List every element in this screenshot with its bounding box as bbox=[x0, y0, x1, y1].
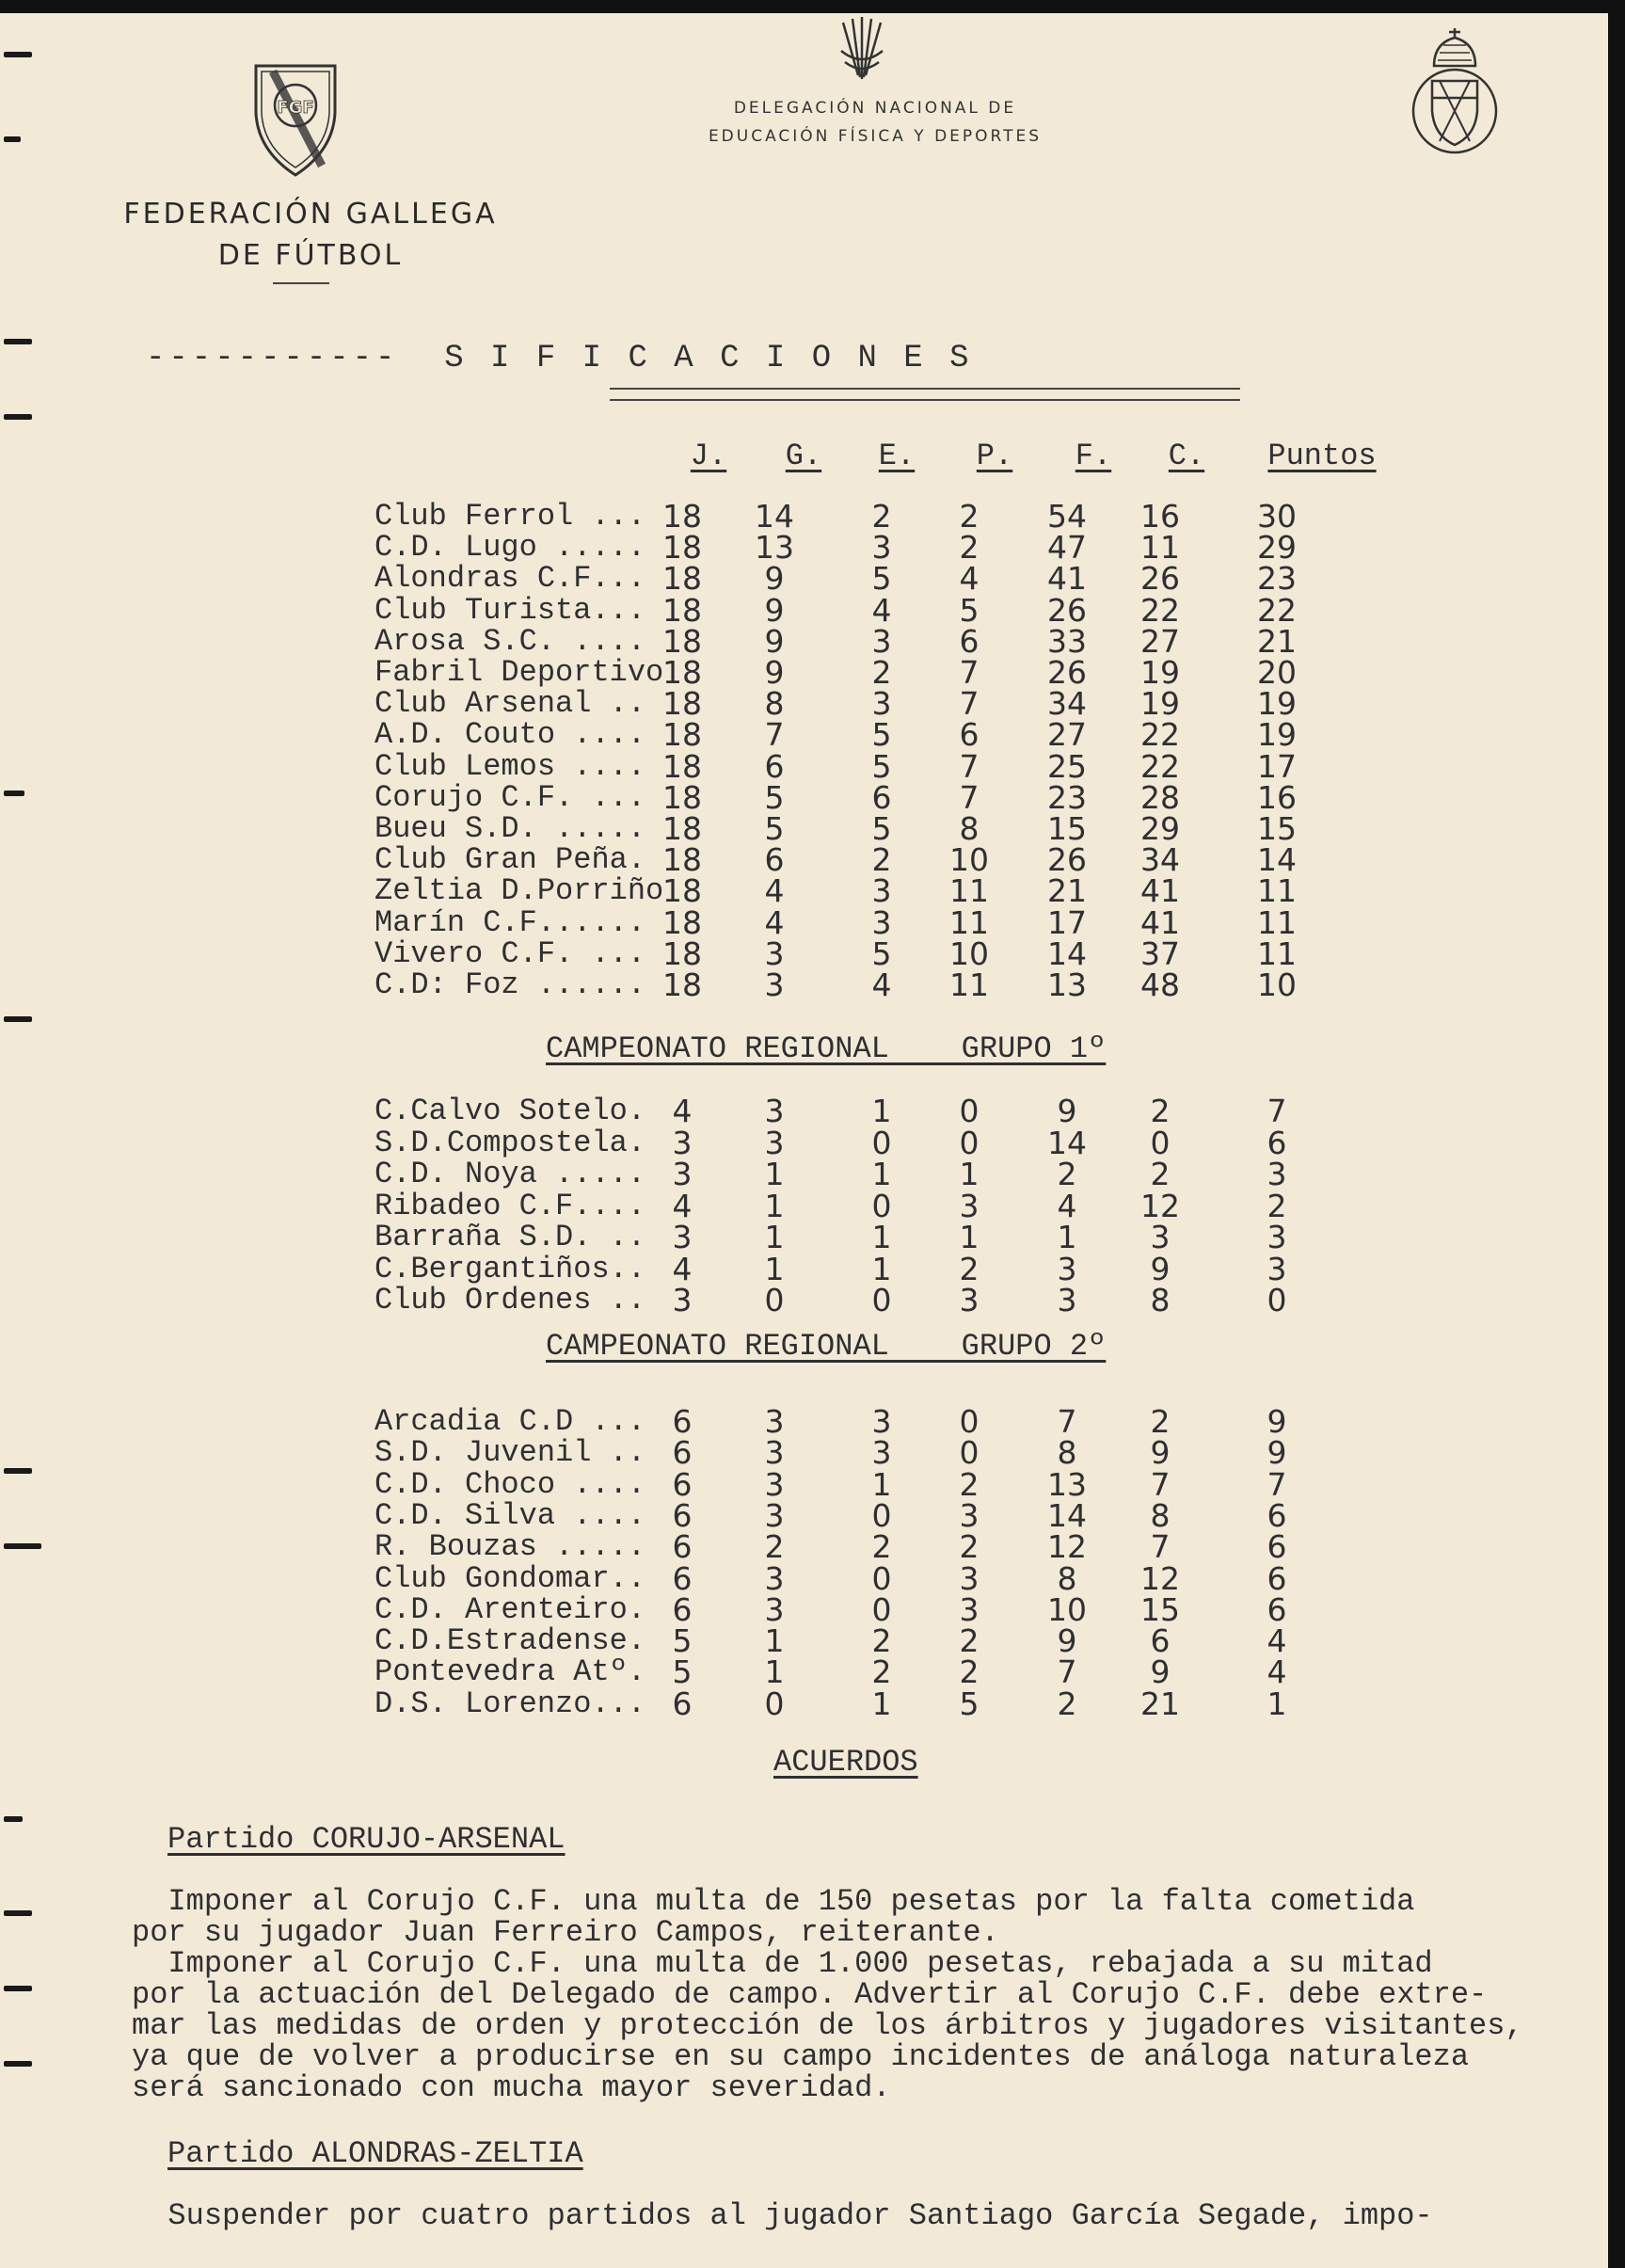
table-cell: 3 bbox=[764, 1093, 785, 1129]
team-name: Club Lemos .... bbox=[374, 748, 646, 784]
title-double-underline bbox=[610, 388, 1240, 401]
table-cell: 15 bbox=[1140, 1590, 1180, 1628]
team-name: Club Ferrol ... bbox=[374, 499, 646, 534]
table-cell: 34 bbox=[1047, 685, 1087, 723]
table-cell: 5 bbox=[672, 1622, 693, 1660]
table-cell: 7 bbox=[959, 654, 980, 691]
table-cell: 3 bbox=[871, 685, 892, 723]
table-cell: 0 bbox=[959, 1434, 980, 1472]
table-cell: 4 bbox=[871, 966, 892, 1003]
table-cell: 11 bbox=[949, 872, 989, 910]
team-name: C.D: Foz ...... bbox=[374, 967, 646, 1002]
table-cell: 18 bbox=[662, 903, 702, 941]
page-title: ----------- S I F I C A C I O N E S bbox=[146, 341, 973, 376]
table-cell: 6 bbox=[672, 1528, 693, 1566]
table-cell: 20 bbox=[1257, 654, 1297, 691]
team-name: S.D.Compostela. bbox=[374, 1125, 646, 1160]
table-cell: 19 bbox=[1140, 685, 1180, 723]
team-name: Pontevedra Atº. bbox=[374, 1654, 646, 1690]
table-cell: 5 bbox=[871, 560, 892, 598]
table-cell: 4 bbox=[764, 872, 785, 910]
table-cell: 17 bbox=[1047, 903, 1087, 941]
table-cell: 8 bbox=[1150, 1496, 1171, 1534]
federation-name bbox=[113, 194, 508, 277]
table-cell: 1 bbox=[764, 1156, 785, 1192]
table-cell: 1 bbox=[871, 1093, 892, 1129]
team-name: Club Ordenes .. bbox=[374, 1283, 646, 1318]
table-cell: 9 bbox=[1150, 1653, 1171, 1691]
table-cell: 4 bbox=[764, 903, 785, 941]
table-cell: 3 bbox=[764, 1465, 785, 1503]
table-cell: 7 bbox=[1150, 1465, 1171, 1503]
table-cell: 2 bbox=[871, 841, 892, 879]
table-cell: 19 bbox=[1257, 685, 1297, 723]
table-cell: 18 bbox=[662, 654, 702, 691]
table-cell: 3 bbox=[764, 934, 785, 972]
fgf-shield-logo bbox=[250, 56, 341, 179]
table-cell: 4 bbox=[1267, 1622, 1287, 1660]
table-cell: 0 bbox=[764, 1685, 785, 1722]
table-cell: 11 bbox=[1257, 872, 1297, 910]
table-cell: 3 bbox=[871, 903, 892, 941]
table-cell: 2 bbox=[959, 1622, 980, 1660]
table-cell: 5 bbox=[959, 1685, 980, 1722]
match1-paragraph-1: Imponer al Corujo C.F. una multa de 150 pesetas por la falta cometida por su jugador Juan Ferreiro Campos, reiterante. bbox=[132, 1884, 1415, 1950]
table-cell: 3 bbox=[764, 1559, 785, 1597]
table-cell: 16 bbox=[1257, 778, 1297, 816]
table-cell: 0 bbox=[871, 1124, 892, 1161]
table-cell: 11 bbox=[1257, 934, 1297, 972]
team-name: D.S. Lorenzo... bbox=[374, 1685, 646, 1721]
table-cell: 0 bbox=[764, 1282, 785, 1318]
table-cell: 6 bbox=[871, 778, 892, 816]
table-cell: 2 bbox=[959, 1465, 980, 1503]
table-cell: 5 bbox=[871, 810, 892, 847]
match1-title: Partido CORUJO-ARSENAL bbox=[167, 1822, 566, 1857]
table-cell: 1 bbox=[959, 1219, 980, 1255]
table-cell: 26 bbox=[1047, 841, 1087, 879]
table-cell: 17 bbox=[1257, 747, 1297, 785]
team-name: Vivero C.F. ... bbox=[374, 935, 646, 971]
table-cell: 7 bbox=[959, 747, 980, 785]
team-name: C.Bergantiños.. bbox=[374, 1251, 646, 1286]
team-name: Barraña S.D. .. bbox=[374, 1220, 646, 1254]
table-cell: 1 bbox=[1267, 1685, 1287, 1722]
table-cell: 21 bbox=[1257, 622, 1297, 660]
table-cell: 6 bbox=[672, 1496, 693, 1534]
table-cell: 11 bbox=[1140, 529, 1180, 567]
table-cell: 41 bbox=[1047, 560, 1087, 598]
table-cell: 2 bbox=[959, 498, 980, 535]
table-cell: 2 bbox=[1150, 1156, 1171, 1192]
table-cell: 2 bbox=[764, 1528, 785, 1566]
table-cell: 8 bbox=[959, 810, 980, 847]
table-cell: 10 bbox=[949, 841, 989, 879]
team-name: C.D. Arenteiro. bbox=[374, 1591, 646, 1627]
table-cell: 0 bbox=[871, 1496, 892, 1534]
table-cell: 18 bbox=[662, 934, 702, 972]
table-cell: 1 bbox=[764, 1250, 785, 1287]
table-cell: 3 bbox=[764, 1590, 785, 1628]
table-cell: 8 bbox=[764, 685, 785, 723]
table-cell: 18 bbox=[662, 841, 702, 879]
table-cell: 1 bbox=[959, 1156, 980, 1192]
table-cell: 11 bbox=[949, 903, 989, 941]
table-cell: 9 bbox=[1267, 1403, 1287, 1440]
table-cell: 48 bbox=[1140, 966, 1180, 1003]
binding-marks bbox=[0, 0, 56, 2268]
table-cell: 7 bbox=[1057, 1403, 1077, 1440]
table-cell: 4 bbox=[1057, 1187, 1077, 1224]
table-cell: 3 bbox=[764, 1124, 785, 1161]
table-cell: 1 bbox=[871, 1250, 892, 1287]
table-cell: 18 bbox=[662, 966, 702, 1003]
table-cell: 2 bbox=[871, 1653, 892, 1691]
table-cell: 14 bbox=[1047, 934, 1087, 972]
table-cell: 2 bbox=[1057, 1685, 1077, 1722]
federation-name-rule bbox=[273, 282, 329, 284]
table-cell: 9 bbox=[764, 591, 785, 629]
table-cell: 13 bbox=[1047, 1465, 1087, 1503]
table-cell: 41 bbox=[1140, 903, 1180, 941]
acuerdos-title: ACUERDOS bbox=[773, 1745, 918, 1780]
delegacion-line-1: DELEGACIÓN NACIONAL DE bbox=[733, 99, 1017, 118]
table-cell: 47 bbox=[1047, 529, 1087, 567]
table-cell: 1 bbox=[871, 1219, 892, 1255]
team-name: Zeltia D.Porriño bbox=[374, 873, 664, 909]
table-cell: 18 bbox=[662, 498, 702, 535]
team-name: Marín C.F...... bbox=[374, 904, 646, 940]
table-cell: 25 bbox=[1047, 747, 1087, 785]
table-cell: 0 bbox=[959, 1403, 980, 1440]
team-name: C.D. Lugo ..... bbox=[374, 530, 646, 566]
table-cell: 3 bbox=[1150, 1219, 1171, 1255]
table-cell: 5 bbox=[871, 934, 892, 972]
column-header: G. bbox=[785, 439, 822, 473]
federation-name-line-1: FEDERACIÓN GALLEGA bbox=[123, 198, 498, 231]
team-name: Bueu S.D. ..... bbox=[374, 811, 646, 846]
table-cell: 11 bbox=[949, 966, 989, 1003]
group2-title: CAMPEONATO REGIONAL GRUPO 2º bbox=[546, 1329, 1107, 1364]
team-name: Arcadia C.D ... bbox=[374, 1404, 646, 1439]
table-cell: 9 bbox=[764, 560, 785, 598]
table-cell: 9 bbox=[1057, 1622, 1077, 1660]
table-cell: 6 bbox=[672, 1465, 693, 1503]
team-name: A.D. Couto .... bbox=[374, 717, 646, 753]
table-cell: 1 bbox=[871, 1685, 892, 1722]
table-cell: 0 bbox=[871, 1559, 892, 1597]
table-cell: 1 bbox=[764, 1622, 785, 1660]
table-cell: 0 bbox=[871, 1590, 892, 1628]
team-name: Arosa S.C. .... bbox=[374, 623, 646, 659]
match2-paragraph: Suspender por cuatro partidos al jugador Santiago García Segade, impo- bbox=[132, 2198, 1433, 2233]
table-cell: 3 bbox=[959, 1496, 980, 1534]
fgf-logo-text: FGF bbox=[277, 98, 314, 118]
table-cell: 0 bbox=[959, 1093, 980, 1129]
table-cell: 3 bbox=[1267, 1219, 1287, 1255]
table-cell: 3 bbox=[871, 1434, 892, 1472]
table-cell: 26 bbox=[1140, 560, 1180, 598]
table-cell: 3 bbox=[871, 529, 892, 567]
table-cell: 0 bbox=[1267, 1282, 1287, 1318]
table-cell: 2 bbox=[959, 1528, 980, 1566]
table-cell: 3 bbox=[959, 1590, 980, 1628]
table-cell: 1 bbox=[764, 1653, 785, 1691]
table-cell: 7 bbox=[1267, 1093, 1287, 1129]
table-cell: 2 bbox=[959, 1250, 980, 1287]
table-cell: 6 bbox=[672, 1685, 693, 1722]
table-cell: 6 bbox=[1267, 1124, 1287, 1161]
table-cell: 18 bbox=[662, 716, 702, 754]
table-cell: 2 bbox=[959, 1653, 980, 1691]
table-cell: 1 bbox=[764, 1219, 785, 1255]
table-cell: 27 bbox=[1140, 622, 1180, 660]
table-cell: 0 bbox=[959, 1124, 980, 1161]
table-cell: 18 bbox=[662, 747, 702, 785]
table-cell: 2 bbox=[871, 498, 892, 535]
table-cell: 3 bbox=[959, 1187, 980, 1224]
table-cell: 5 bbox=[959, 591, 980, 629]
table-cell: 29 bbox=[1257, 529, 1297, 567]
column-header: C. bbox=[1168, 439, 1205, 473]
table-cell: 27 bbox=[1047, 716, 1087, 754]
table-cell: 10 bbox=[1047, 1590, 1087, 1628]
column-header: J. bbox=[690, 439, 727, 473]
table-cell: 14 bbox=[1047, 1124, 1087, 1161]
table-cell: 22 bbox=[1140, 747, 1180, 785]
table-cell: 5 bbox=[871, 716, 892, 754]
table-cell: 3 bbox=[959, 1282, 980, 1318]
table-cell: 2 bbox=[1267, 1187, 1287, 1224]
table-cell: 12 bbox=[1047, 1528, 1087, 1566]
rfef-crest-logo bbox=[1406, 24, 1504, 162]
table-cell: 6 bbox=[764, 841, 785, 879]
table-cell: 7 bbox=[764, 716, 785, 754]
delegacion-line-2: EDUCACIÓN FÍSICA Y DEPORTES bbox=[708, 127, 1043, 146]
table-cell: 26 bbox=[1047, 591, 1087, 629]
table-cell: 10 bbox=[1257, 966, 1297, 1003]
table-cell: 1 bbox=[764, 1187, 785, 1224]
table-cell: 2 bbox=[871, 1528, 892, 1566]
table-cell: 9 bbox=[1150, 1250, 1171, 1287]
table-cell: 18 bbox=[662, 778, 702, 816]
table-cell: 22 bbox=[1140, 591, 1180, 629]
delegacion-header bbox=[659, 94, 1091, 151]
table-cell: 18 bbox=[662, 622, 702, 660]
table-cell: 23 bbox=[1047, 778, 1087, 816]
scan-border-right bbox=[1608, 0, 1625, 2268]
table-cell: 2 bbox=[959, 529, 980, 567]
table-cell: 21 bbox=[1140, 1685, 1180, 1722]
table-cell: 18 bbox=[662, 591, 702, 629]
table-cell: 3 bbox=[764, 1403, 785, 1440]
table-cell: 5 bbox=[764, 810, 785, 847]
table-cell: 2 bbox=[871, 1622, 892, 1660]
table-cell: 54 bbox=[1047, 498, 1087, 535]
table-cell: 12 bbox=[1140, 1559, 1180, 1597]
table-cell: 15 bbox=[1047, 810, 1087, 847]
table-cell: 3 bbox=[672, 1282, 693, 1318]
team-name: C.D. Noya ..... bbox=[374, 1157, 646, 1191]
table-cell: 41 bbox=[1140, 872, 1180, 910]
table-cell: 3 bbox=[672, 1124, 693, 1161]
table-cell: 18 bbox=[662, 529, 702, 567]
team-name: Club Arsenal .. bbox=[374, 686, 646, 722]
yoke-arrows-emblem bbox=[836, 13, 888, 83]
table-cell: 9 bbox=[1267, 1434, 1287, 1472]
table-cell: 7 bbox=[959, 778, 980, 816]
table-cell: 9 bbox=[764, 654, 785, 691]
table-cell: 6 bbox=[959, 716, 980, 754]
table-cell: 9 bbox=[1150, 1434, 1171, 1472]
table-cell: 16 bbox=[1140, 498, 1180, 535]
table-cell: 34 bbox=[1140, 841, 1180, 879]
table-cell: 14 bbox=[755, 498, 794, 535]
federation-name-line-2: DE FÚTBOL bbox=[217, 239, 404, 272]
team-name: Corujo C.F. ... bbox=[374, 779, 646, 815]
table-cell: 8 bbox=[1150, 1282, 1171, 1318]
table-cell: 9 bbox=[764, 622, 785, 660]
table-cell: 4 bbox=[871, 591, 892, 629]
team-name: Club Gondomar.. bbox=[374, 1560, 646, 1596]
table-cell: 3 bbox=[1267, 1250, 1287, 1287]
column-header: F. bbox=[1075, 439, 1112, 473]
table-cell: 18 bbox=[662, 810, 702, 847]
table-cell: 3 bbox=[871, 622, 892, 660]
team-name: C.D.Estradense. bbox=[374, 1623, 646, 1659]
table-cell: 29 bbox=[1140, 810, 1180, 847]
team-name: C.D. Choco .... bbox=[374, 1466, 646, 1502]
table-cell: 4 bbox=[959, 560, 980, 598]
table-cell: 6 bbox=[672, 1434, 693, 1472]
match1-paragraph-2: Imponer al Corujo C.F. una multa de 1.000 pesetas, rebajada a su mitad por la actuación del Delegado de campo. Advertir al Corujo C.F. debe extre- mar las medidas de orden y protección de los árbitros y jugadores visitantes, ya que de volver a producirse en su campo incidentes de análoga naturaleza será sancionado con mucha mayor severidad. bbox=[132, 1946, 1523, 2105]
table-cell: 4 bbox=[672, 1187, 693, 1224]
table-cell: 5 bbox=[871, 747, 892, 785]
table-cell: 14 bbox=[1257, 841, 1297, 879]
team-name: Fabril Deportivo bbox=[374, 655, 664, 690]
table-cell: 21 bbox=[1047, 872, 1087, 910]
table-cell: 3 bbox=[672, 1156, 693, 1192]
table-cell: 23 bbox=[1257, 560, 1297, 598]
table-cell: 6 bbox=[1267, 1590, 1287, 1628]
table-cell: 6 bbox=[764, 747, 785, 785]
table-cell: 18 bbox=[662, 560, 702, 598]
table-cell: 6 bbox=[1150, 1622, 1171, 1660]
table-cell: 3 bbox=[764, 1434, 785, 1472]
table-cell: 6 bbox=[1267, 1528, 1287, 1566]
table-cell: 10 bbox=[949, 934, 989, 972]
team-name: S.D. Juvenil .. bbox=[374, 1435, 646, 1471]
table-cell: 22 bbox=[1140, 716, 1180, 754]
table-cell: 0 bbox=[871, 1187, 892, 1224]
column-header: Puntos bbox=[1267, 439, 1377, 473]
table-cell: 3 bbox=[959, 1559, 980, 1597]
team-name: R. Bouzas ..... bbox=[374, 1529, 646, 1565]
table-cell: 0 bbox=[871, 1282, 892, 1318]
table-cell: 2 bbox=[1150, 1403, 1171, 1440]
table-cell: 5 bbox=[764, 778, 785, 816]
table-cell: 7 bbox=[1057, 1653, 1077, 1691]
table-cell: 3 bbox=[1057, 1282, 1077, 1318]
table-cell: 7 bbox=[959, 685, 980, 723]
table-cell: 6 bbox=[672, 1590, 693, 1628]
table-cell: 30 bbox=[1257, 498, 1297, 535]
table-cell: 4 bbox=[672, 1093, 693, 1129]
table-cell: 19 bbox=[1140, 654, 1180, 691]
team-name: C.Calvo Sotelo. bbox=[374, 1094, 646, 1128]
table-cell: 33 bbox=[1047, 622, 1087, 660]
table-cell: 5 bbox=[672, 1653, 693, 1691]
table-cell: 2 bbox=[871, 654, 892, 691]
column-header: E. bbox=[878, 439, 916, 473]
team-name: Alondras C.F... bbox=[374, 561, 646, 597]
table-cell: 3 bbox=[764, 966, 785, 1003]
table-cell: 13 bbox=[755, 529, 794, 567]
team-name: Ribadeo C.F.... bbox=[374, 1188, 646, 1223]
table-cell: 6 bbox=[672, 1559, 693, 1597]
table-cell: 37 bbox=[1140, 934, 1180, 972]
table-cell: 6 bbox=[1267, 1496, 1287, 1534]
match2-title: Partido ALONDRAS-ZELTIA bbox=[167, 2136, 583, 2171]
table-cell: 19 bbox=[1257, 716, 1297, 754]
table-cell: 4 bbox=[1267, 1653, 1287, 1691]
table-cell: 28 bbox=[1140, 778, 1180, 816]
team-name: C.D. Silva .... bbox=[374, 1497, 646, 1533]
table-cell: 6 bbox=[1267, 1559, 1287, 1597]
table-cell: 1 bbox=[871, 1156, 892, 1192]
table-cell: 7 bbox=[1150, 1528, 1171, 1566]
table-cell: 4 bbox=[672, 1250, 693, 1287]
table-cell: 8 bbox=[1057, 1434, 1077, 1472]
team-name: Club Gran Peña. bbox=[374, 842, 646, 878]
table-cell: 3 bbox=[1267, 1156, 1287, 1192]
table-cell: 14 bbox=[1047, 1496, 1087, 1534]
table-cell: 2 bbox=[1150, 1093, 1171, 1129]
group1-title: CAMPEONATO REGIONAL GRUPO 1º bbox=[546, 1031, 1107, 1066]
table-cell: 22 bbox=[1257, 591, 1297, 629]
table-cell: 1 bbox=[871, 1465, 892, 1503]
table-cell: 0 bbox=[1150, 1124, 1171, 1161]
table-cell: 26 bbox=[1047, 654, 1087, 691]
table-cell: 9 bbox=[1057, 1093, 1077, 1129]
table-cell: 18 bbox=[662, 685, 702, 723]
table-cell: 7 bbox=[1267, 1465, 1287, 1503]
table-cell: 12 bbox=[1140, 1187, 1180, 1224]
table-cell: 6 bbox=[672, 1403, 693, 1440]
table-cell: 6 bbox=[959, 622, 980, 660]
table-cell: 3 bbox=[672, 1219, 693, 1255]
table-cell: 3 bbox=[1057, 1250, 1077, 1287]
table-cell: 13 bbox=[1047, 966, 1087, 1003]
scan-border-top bbox=[0, 0, 1625, 13]
table-cell: 2 bbox=[1057, 1156, 1077, 1192]
column-header: P. bbox=[976, 439, 1013, 473]
table-cell: 11 bbox=[1257, 903, 1297, 941]
table-cell: 3 bbox=[871, 872, 892, 910]
table-cell: 1 bbox=[1057, 1219, 1077, 1255]
table-cell: 3 bbox=[871, 1403, 892, 1440]
team-name: Club Turista... bbox=[374, 592, 646, 628]
table-cell: 15 bbox=[1257, 810, 1297, 847]
table-cell: 3 bbox=[764, 1496, 785, 1534]
table-cell: 18 bbox=[662, 872, 702, 910]
table-cell: 8 bbox=[1057, 1559, 1077, 1597]
